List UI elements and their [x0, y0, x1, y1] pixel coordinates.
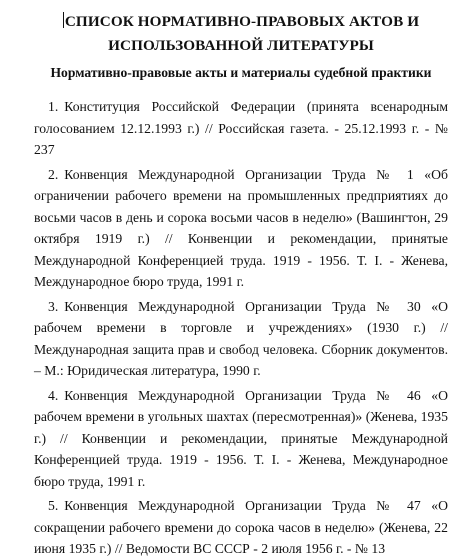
item-number: 5. — [48, 498, 59, 513]
document-title — [34, 10, 448, 58]
item-text: Конвенция Международной Организации Труда № 47 «О сокращении рабочего времени до сорока часов в неделю» (Женева, 22 июня 1935 г.) // Ведомости ВС СССР - 2 июля 1956 г. - № 13 — [34, 498, 448, 556]
list-item — [34, 96, 448, 161]
item-number: 4. — [48, 387, 59, 403]
title-line-2: ИСПОЛЬЗОВАННОЙ ЛИТЕРАТУРЫ — [108, 37, 374, 54]
item-number: 3. — [48, 298, 59, 314]
item-number: 2. — [48, 166, 59, 182]
item-text: Конвенция Международной Организации Труда № 30 «О рабочем времени в торговле и учреждениях» (1930 г.) // Международная защита прав и свобод человека. Сборник документов. – М.: Юридическая литература, 1990 г. — [34, 298, 448, 378]
item-text: Конституция Российской Федерации (принята всенародным голосованием 12.12.1993 г.) // Российская газета. - 25.12.1993 г. - № 237 — [34, 99, 448, 157]
item-text: Конвенция Международной Организации Труда № 1 «Об ограничении рабочего времени на промышленных предприятиях до восьми часов в день и сорока восьми часов в неделю» (Вашингтон, 29 октября 1919 г.) // Конвенции и рекомендации, принятые Международной Конференцией труда. 1919 - 1956. Т. I. - Женева, Международное бюро труда, 1991 г. — [34, 166, 448, 289]
list-item — [34, 164, 448, 293]
list-item — [34, 495, 448, 560]
list-item — [34, 296, 448, 382]
title-line-1: СПИСОК НОРМАТИВНО-ПРАВОВЫХ АКТОВ И — [64, 13, 420, 30]
item-text: Конвенция Международной Организации Труда № 46 «О рабочем времени в угольных шахтах (пересмотренная)» (Женева, 1935 г.) // Конвенции и рекомендации, принятые Международной Конференцией труда. 1919 - 1956. Т. I. - Женева, Международное бюро труда, 1991 г. — [34, 387, 448, 489]
text-cursor — [63, 12, 64, 28]
item-number: 1. — [48, 99, 59, 114]
section-subtitle: Нормативно-правовые акты и материалы судебной практики — [50, 65, 432, 80]
list-item — [34, 385, 448, 493]
